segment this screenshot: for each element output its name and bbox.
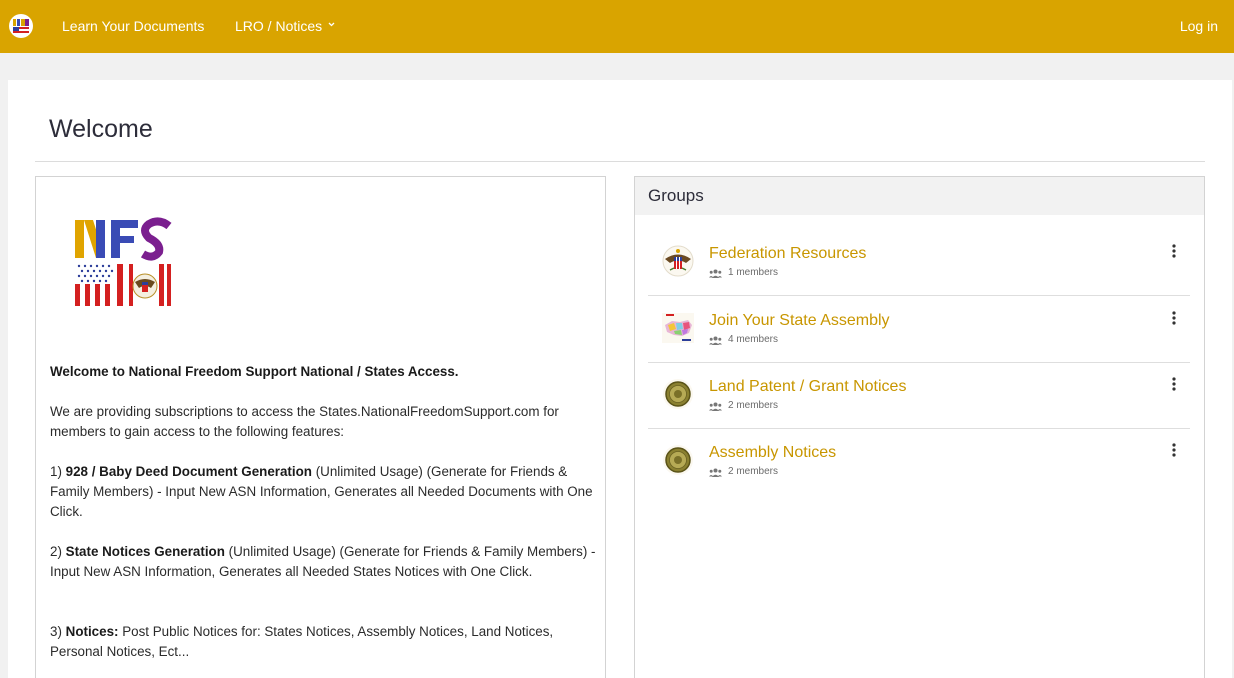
group-name[interactable]: Land Patent / Grant Notices [709,378,907,395]
row-divider [648,295,1190,296]
chevron-down-icon[interactable] [327,20,336,29]
us-map-icon [662,311,694,345]
nfs-logo-icon [73,216,173,308]
users-icon [709,468,722,477]
feature-title: State Notices Generation [65,544,225,559]
nav-lro-notices[interactable]: LRO / Notices [235,18,323,34]
members-count: 4 members [728,334,779,345]
feature-item-2 [50,542,598,582]
feature-detail: (Unlimited Usage) (Generate for Friends & Family Members) - Input New ASN Information, Generates all Needed Documents with One Click. [50,464,593,519]
welcome-intro [50,362,598,382]
more-vertical-icon[interactable] [1170,377,1178,391]
welcome-description: We are providing subscriptions to access the States.NationalFreedomSupport.com for members to gain access to the following features: [50,404,559,439]
members-count: 1 members [728,267,779,278]
members-count: 2 members [728,466,779,477]
gold-seal-icon [662,443,694,477]
group-row-land-patent-grant-notices[interactable] [648,363,1190,429]
group-name[interactable]: Assembly Notices [709,444,837,461]
title-divider [35,161,1205,162]
more-vertical-icon[interactable] [1170,311,1178,325]
group-name[interactable]: Join Your State Assembly [709,312,890,329]
feature-detail: (Unlimited Usage) (Generate for Friends & Family Members) - Input New ASN Information, Generates all Needed States Notices with One Click. [50,544,596,579]
feature-number: 3) [50,624,62,639]
welcome-intro-text: Welcome to National Freedom Support National / States Access. [50,364,459,379]
top-navbar [0,0,1234,53]
group-row-join-your-state-assembly[interactable] [648,297,1190,363]
page-title: Welcome [49,115,153,143]
groups-title: Groups [648,186,704,205]
login-link[interactable]: Log in [1179,18,1218,34]
feature-title: 928 / Baby Deed Document Generation [65,464,312,479]
users-icon [709,402,722,411]
more-vertical-icon[interactable] [1170,244,1178,258]
feature-item-1 [50,462,598,522]
feature-title: Notices: [65,624,119,639]
group-row-assembly-notices[interactable] [648,429,1190,495]
site-logo-icon[interactable] [9,14,33,38]
feature-detail: Post Public Notices for: States Notices, Assembly Notices, Land Notices, Personal Notices, Ect... [50,624,554,659]
users-icon [709,269,722,278]
group-row-federation-resources[interactable] [648,230,1190,296]
more-vertical-icon[interactable] [1170,443,1178,457]
feature-item-3 [50,622,598,662]
nav-learn-your-documents[interactable]: Learn Your Documents [62,18,205,34]
feature-number: 1) [50,464,62,479]
groups-header [635,177,1204,215]
users-icon [709,336,722,345]
eagle-seal-icon [662,244,694,278]
feature-number: 2) [50,544,62,559]
gold-seal-icon [662,377,694,411]
members-count: 2 members [728,400,779,411]
group-name[interactable]: Federation Resources [709,245,867,262]
